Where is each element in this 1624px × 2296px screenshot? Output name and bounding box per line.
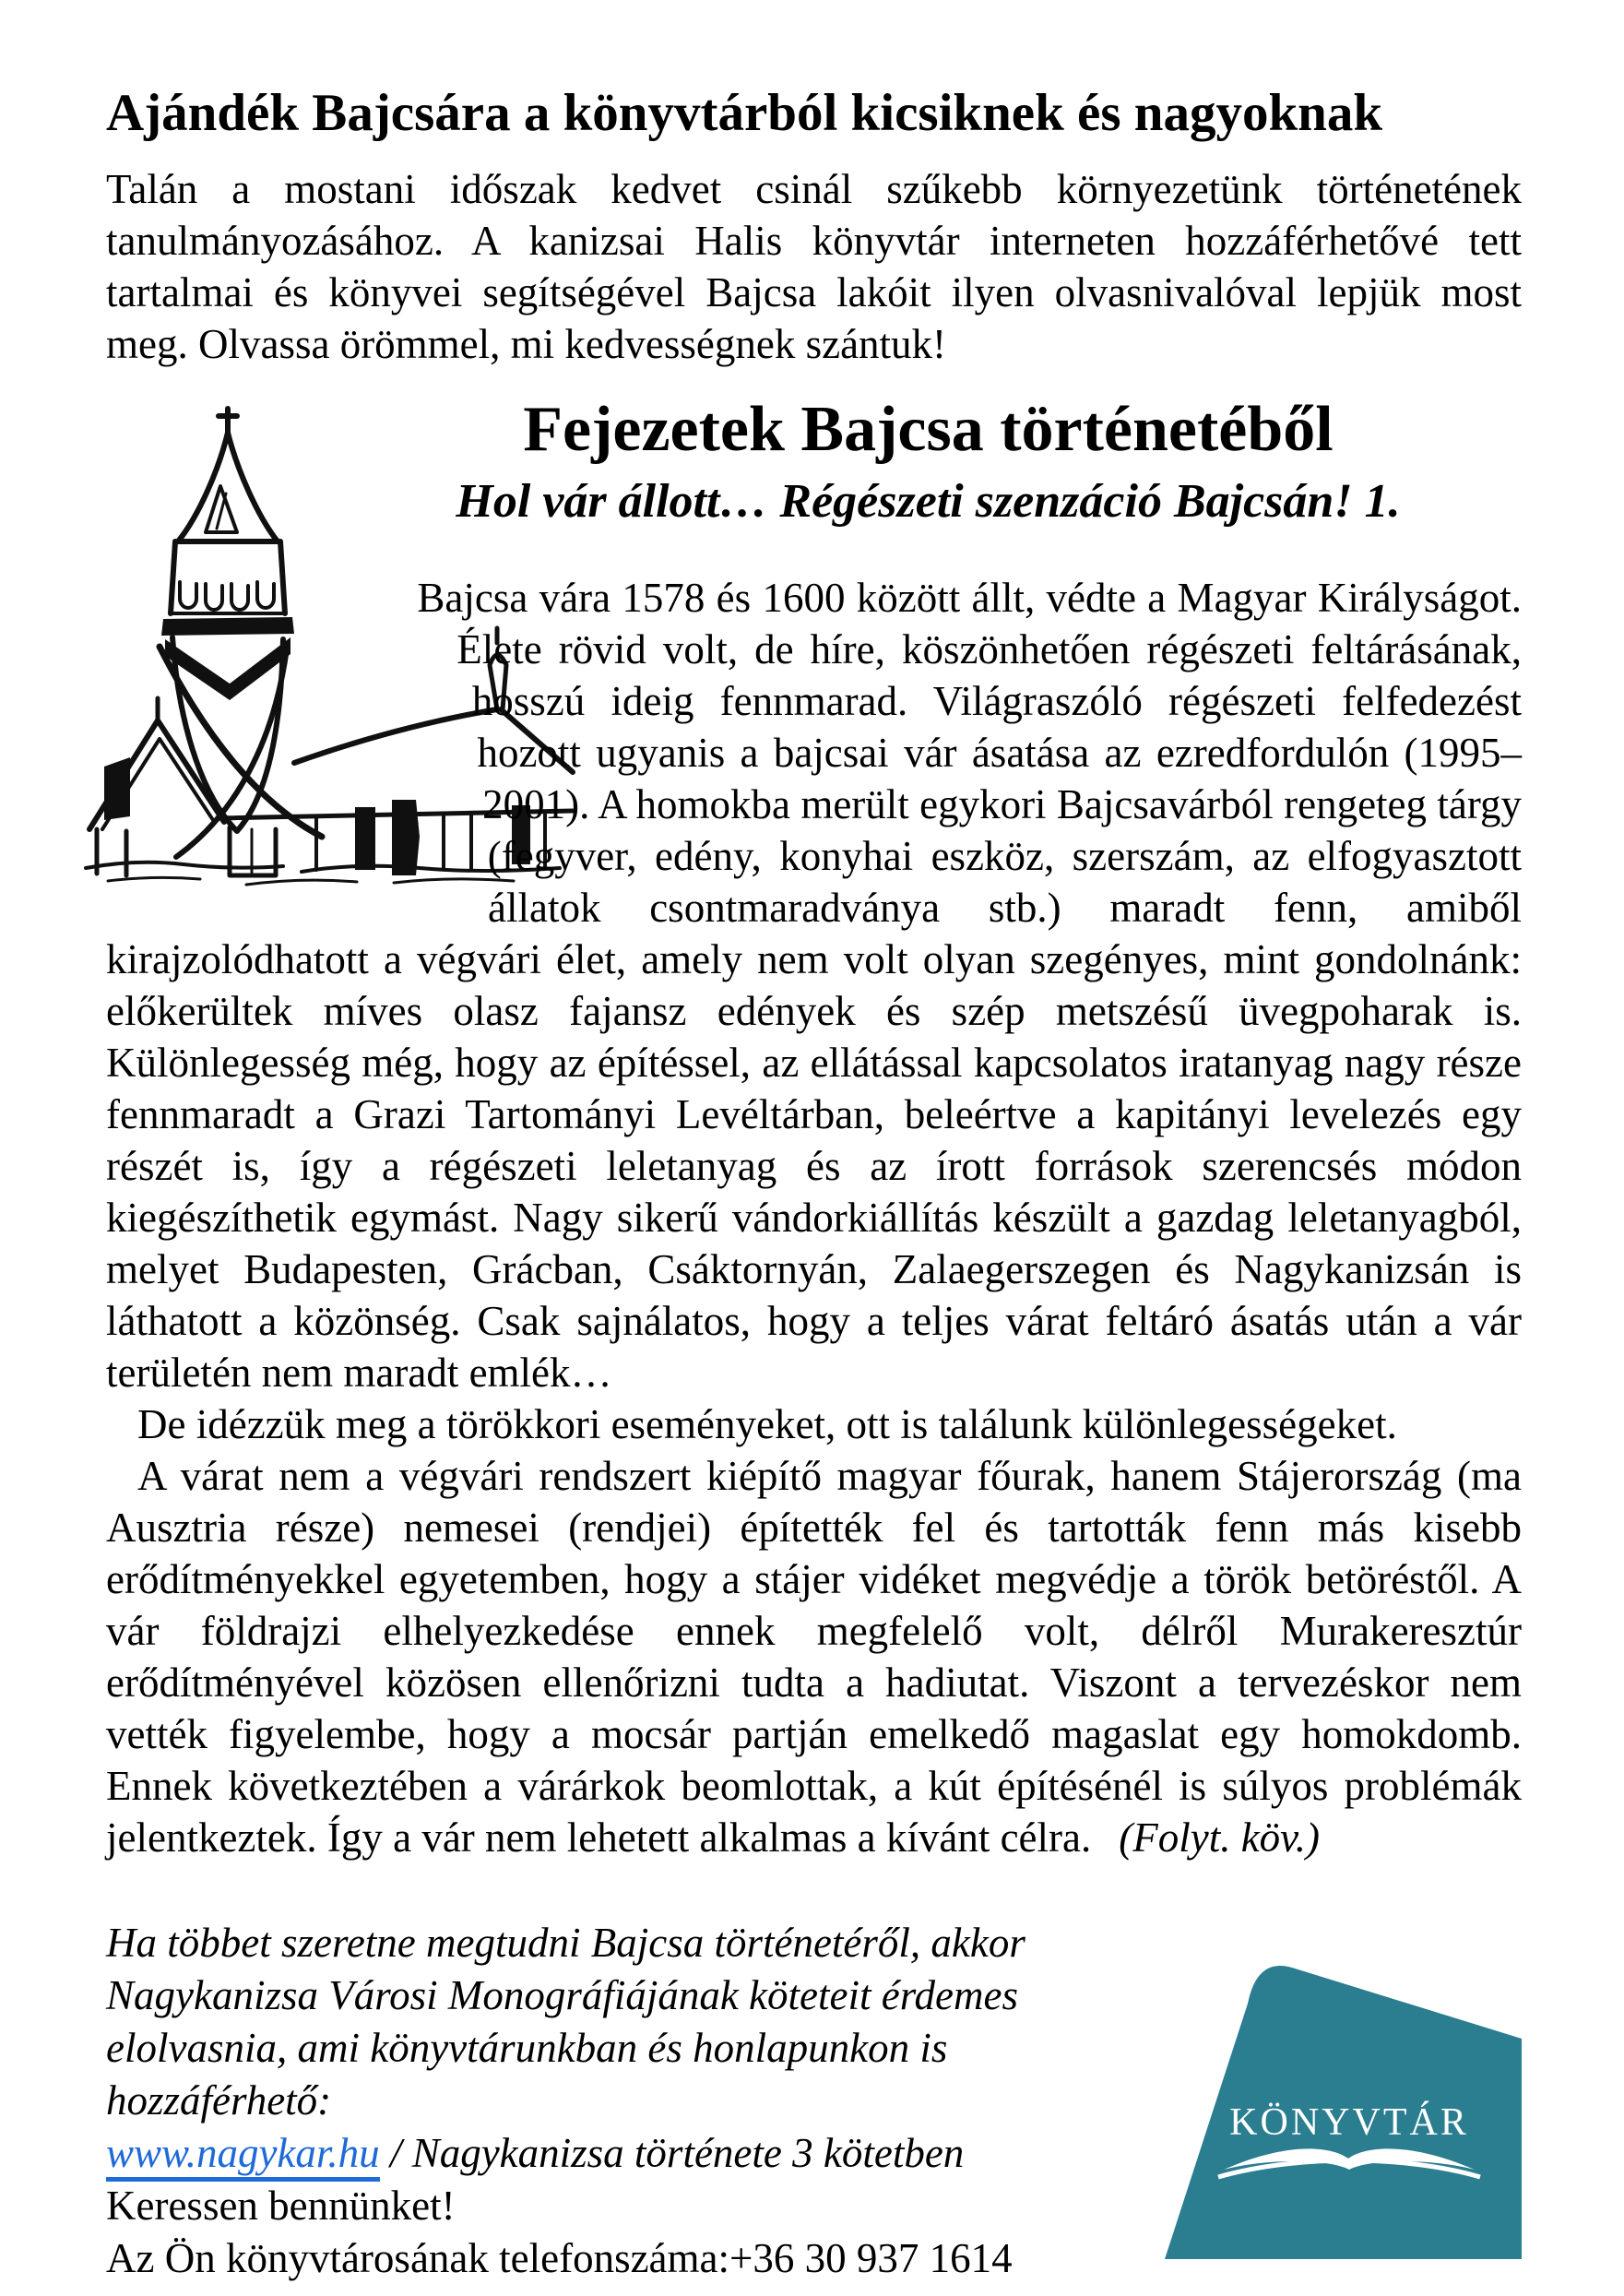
library-logo-icon	[1157, 1937, 1522, 2262]
library-logo-text: KÖNYVTÁR	[1229, 2100, 1469, 2144]
intro-paragraph: Talán a mostani időszak kedvet csinál szűkebb környezetünk történetének tanulmányozásához. A kanizsai Halis könyvtár interneten hozzáférhetővé tett tartalmai és könyvei segítségével Bajcsa lakóit ilyen olvasnivalóval lepjük most meg. Olvassa örömmel, mi kedvességnek szántuk!	[106, 165, 1522, 367]
footer-section	[106, 1917, 1522, 2285]
phone-line: Az Ön könyvtárosának telefonszáma:+36 30 937 1614	[106, 2234, 1013, 2281]
link-suffix: / Nagykanizsa története 3 kötetben	[379, 2129, 965, 2176]
library-logo	[1157, 1937, 1522, 2262]
nagykar-link[interactable]: www.nagykar.hu	[106, 2130, 380, 2182]
promo-paragraph: Ha többet szeretne megtudni Bajcsa történetéről, akkor Nagykanizsa Városi Monográfiájának köteteit érdemes elolvasnia, ami könyvtárunkban és honlapunkon is hozzáférhető:	[106, 1919, 1025, 2124]
article-paragraph-2: De idézzük meg a törökkori eseményeket, ott is találunk különlegességeket.	[137, 1400, 1397, 1447]
article-paragraph-1: Bajcsa vára 1578 és 1600 között állt, védte a Magyar Királyságot. Élete rövid volt, de híre, köszönhetően régészeti feltárásának, hosszú ideig fennmarad. Világraszóló régészeti felfedezést hozott ugyanis a bajcsai vár ásatása az ezredfordulón (1995–2001). A homokba merült egykori Bajcsavárból rengeteg tárgy (fegyver, edény, konyhai eszköz, szerszám, az elfogyasztott állatok csontmaradványa stb.) maradt fenn, amiből kirajzolódhatott a végvári élet, amely nem volt olyan szegényes, mint gondolnánk: előkerültek míves olasz fajansz edények és szép metszésű üvegpoharak is. Különlegesség még, hogy az építéssel, az ellátással kapcsolatos iratanyag nagy része fennmaradt a Grazi Tartományi Levéltárban, beleértve a kapitányi levelezés egy részét is, így a régészeti leletanyag és az írott források szerencsés módon kiegészíthetik egymást. Nagy sikerű vándorkiállítás készült a gazdag leletanyagból, melyet Budapesten, Grácban, Csáktornyán, Zalaegerszegen és Nagykanizsán is láthatott a közönség. Csak sajnálatos, hogy a teljes várat feltáró ásatás után a vár területén nem maradt emlék…	[106, 574, 1522, 1396]
page-title: Ajándék Bajcsára a könyvtárból kicsiknek és nagyoknak	[106, 84, 1383, 142]
article-paragraph-3	[106, 1450, 1522, 1863]
article-subtitle: Hol vár állott… Régészeti szenzáció Bajcsán! 1.	[456, 474, 1401, 528]
article-paragraph-3-text: A várat nem a végvári rendszert kiépítő magyar főurak, hanem Stájerország (ma Ausztria része) nemesei (rendjei) építették fel és tartották fenn más kisebb erődítményekkel egyetemben, hogy a stájer vidéket megvédje a török betöréstől. A vár földrajzi elhelyezkedése ennek megfelelő volt, délről Murakeresztúr erődítményével közösen ellenőrizni tudta a hadiutat. Viszont a tervezéskor nem vették figyelembe, hogy a mocsár partján emelkedő magaslat egy homokdomb. Ennek következtében a várárkok beomlottak, a kút építésénél is súlyos problémák jelentkeztek. Így a vár nem lehetett alkalmas a kívánt célra.	[106, 1452, 1522, 1861]
article-title: Fejezetek Bajcsa történetéből	[523, 393, 1334, 465]
cta-line: Keressen bennünket!	[106, 2182, 456, 2229]
continuation-note: (Folyt. köv.)	[1119, 1814, 1321, 1861]
article-section	[106, 393, 1522, 1863]
